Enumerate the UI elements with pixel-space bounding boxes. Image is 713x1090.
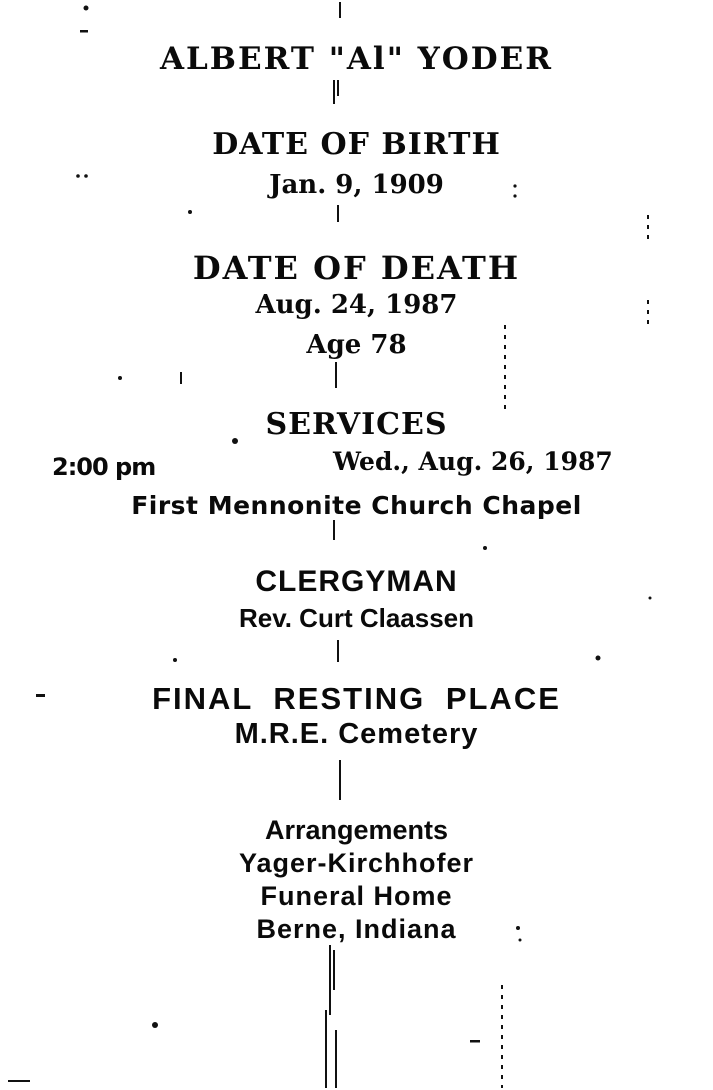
services-time: 2:00 pm (52, 453, 156, 481)
funeral-home-name: Yager-Kirchhofer (238, 848, 475, 878)
resting-place-heading: FINAL RESTING PLACE (152, 681, 561, 716)
deceased-name: ALBERT "Al" YODER (159, 41, 554, 77)
death-date: Aug. 24, 1987 (255, 290, 458, 320)
death-age: Age 78 (306, 330, 407, 360)
services-date: Wed., Aug. 26, 1987 (333, 447, 613, 476)
birth-date: Jan. 9, 1909 (269, 170, 444, 200)
funeral-home-location: Berne, Indiana (256, 914, 457, 944)
services-heading: SERVICES (265, 407, 448, 442)
resting-place-name: M.R.E. Cemetery (234, 718, 479, 750)
arrangements-heading: Arrangements (264, 815, 449, 845)
death-heading: DATE OF DEATH (192, 249, 521, 287)
birth-heading: DATE OF BIRTH (212, 127, 501, 162)
funeral-home-label: Funeral Home (260, 881, 453, 911)
clergyman-heading: CLERGYMAN (255, 565, 458, 598)
clergyman-name: Rev. Curt Claassen (238, 603, 475, 633)
services-location: First Mennonite Church Chapel (131, 491, 582, 520)
